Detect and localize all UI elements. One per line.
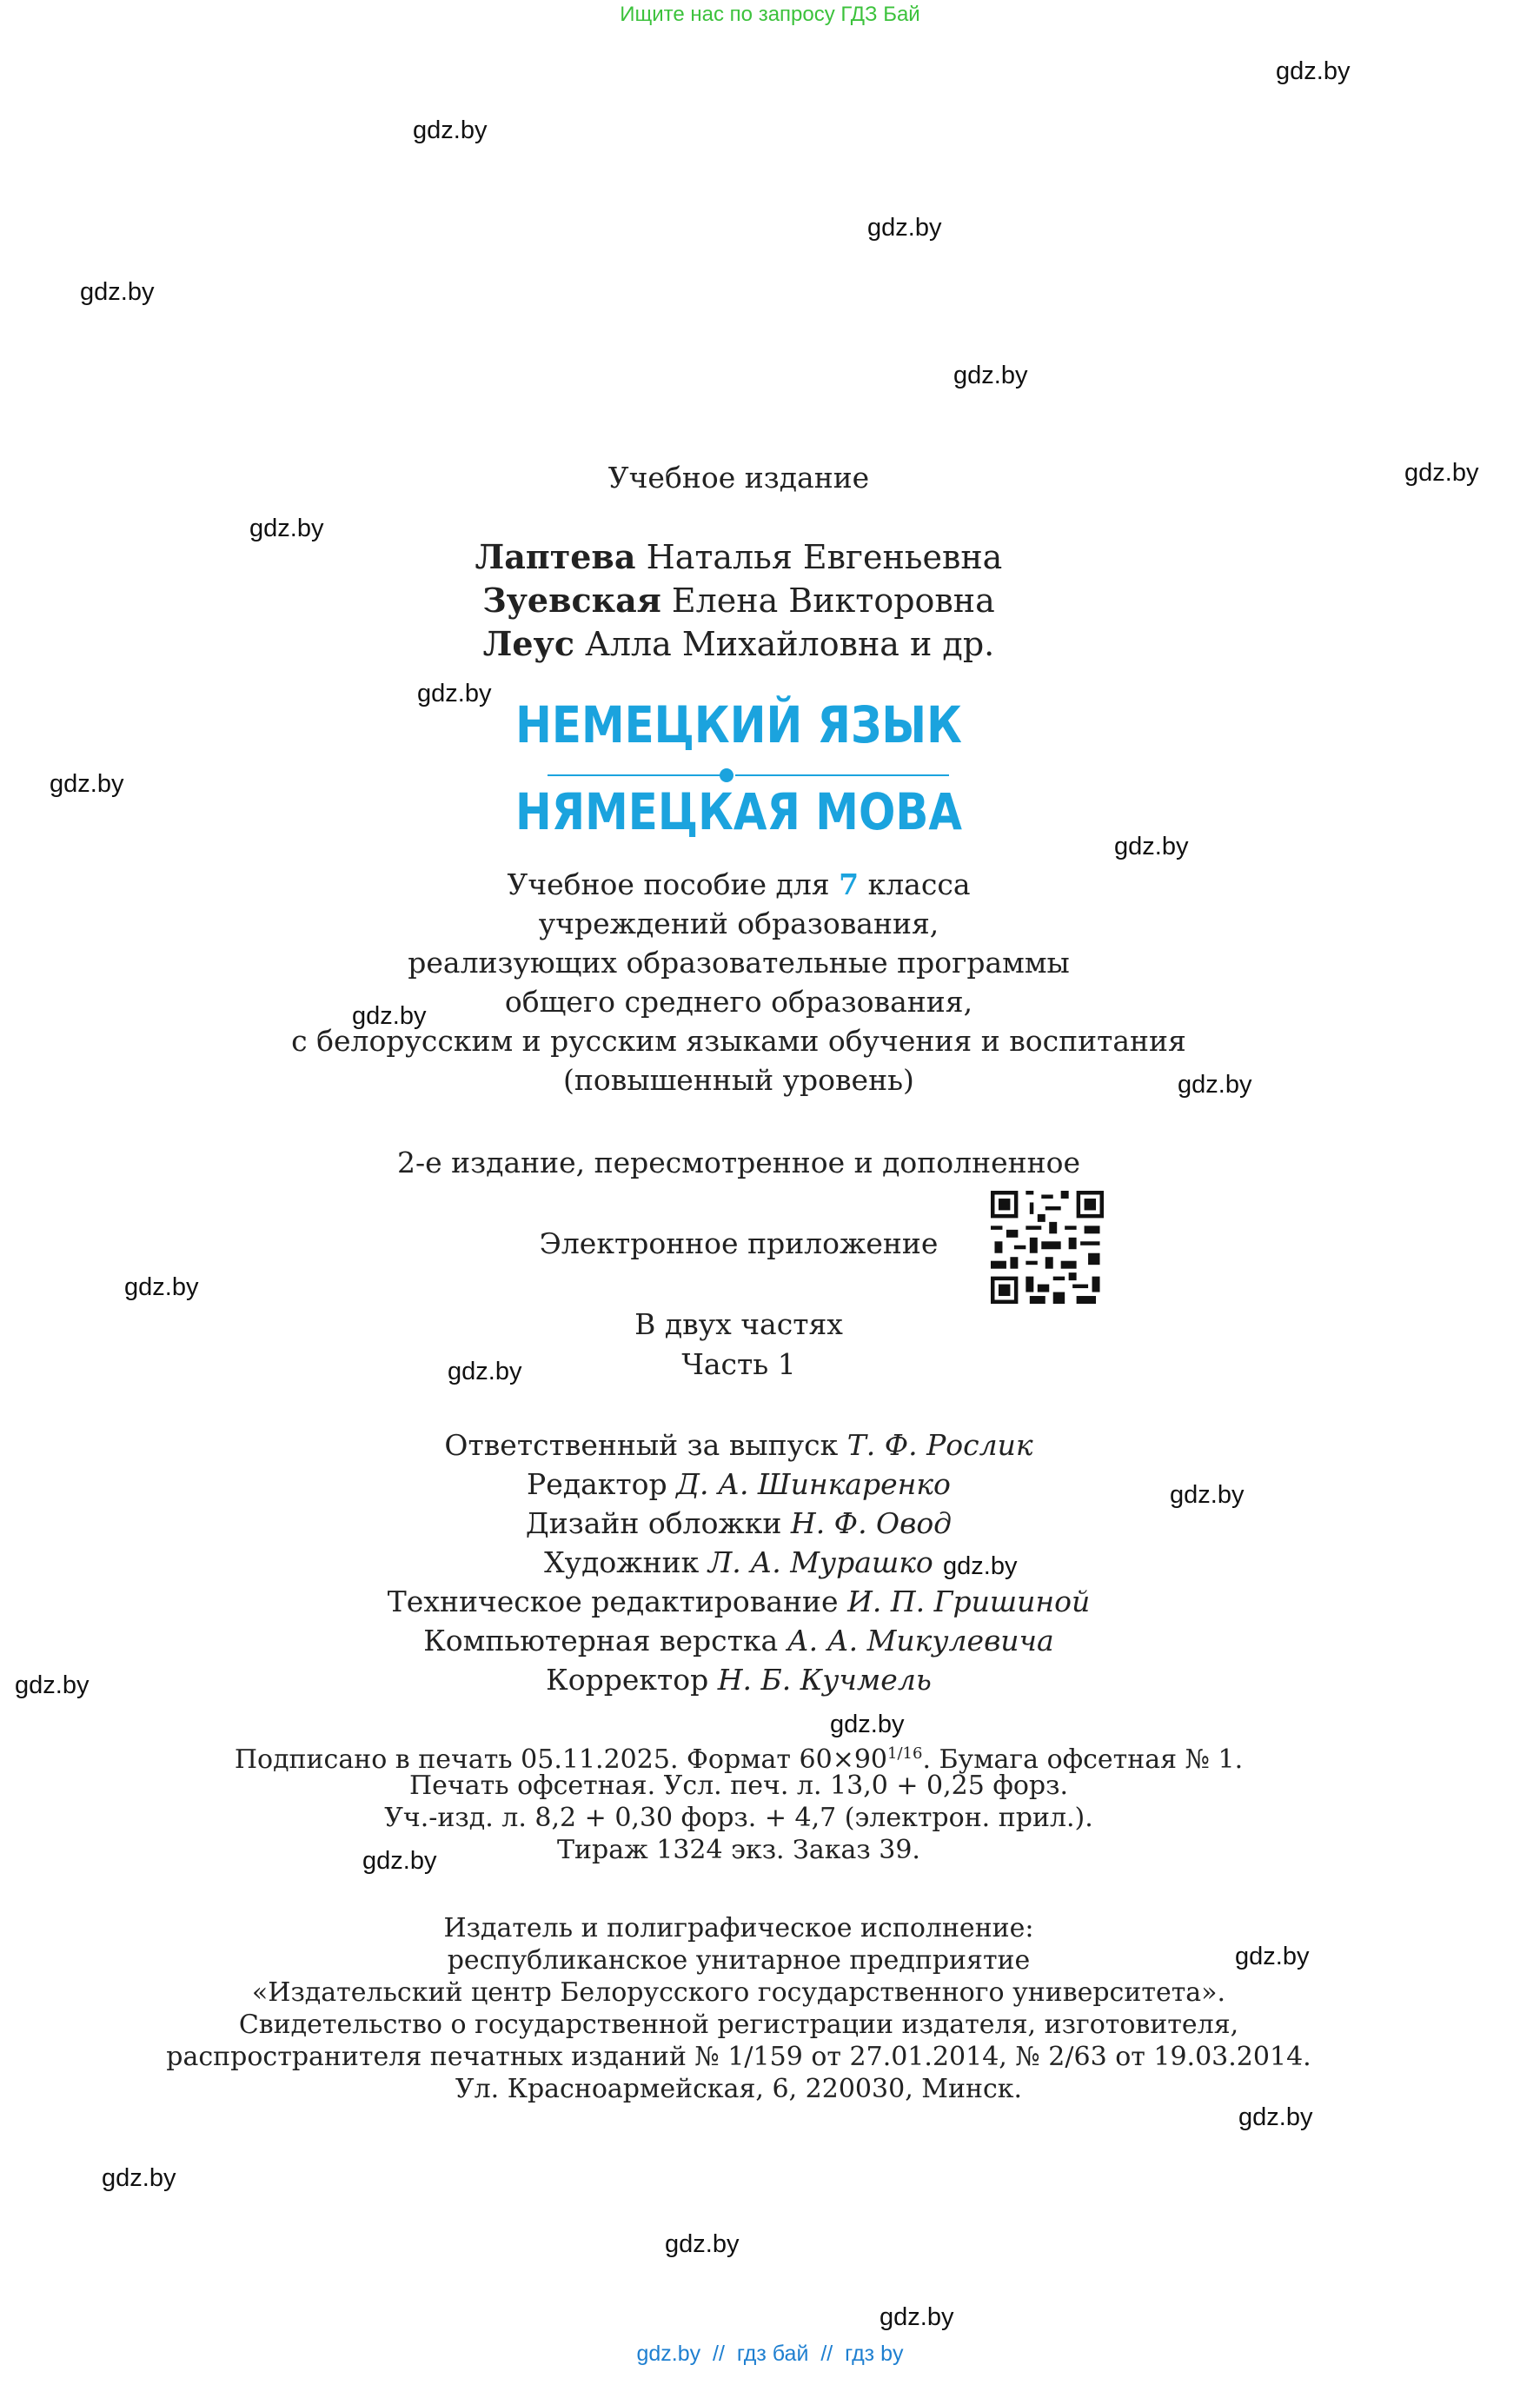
watermark: gdz.by <box>830 1711 905 1738</box>
watermark: gdz.by <box>943 1552 1018 1580</box>
author-line <box>0 581 1477 620</box>
author-name: Алла Михайловна и др. <box>585 625 995 663</box>
description-line: Учебное пособие для 7 класса <box>507 867 971 901</box>
publisher-info <box>0 1912 1477 2105</box>
electronic-appendix-label: Электронное приложение <box>539 1226 939 1260</box>
print-info-line: Тираж 1324 экз. Заказ 39. <box>557 1835 920 1865</box>
grade-number: 7 <box>839 867 860 901</box>
watermark: gdz.by <box>1170 1481 1245 1509</box>
description-line: учреждений образования, <box>538 907 939 940</box>
publisher-line: распространителя печатных изданий № 1/159 от 27.01.2014, № 2/63 от 19.03.2014. <box>166 2042 1311 2072</box>
watermark: gdz.by <box>15 1671 90 1699</box>
watermark: gdz.by <box>880 2303 954 2331</box>
publisher-line: Свидетельство о государственной регистрации издателя, изготовителя, <box>238 2010 1239 2040</box>
author-surname: Зуевская <box>482 581 661 620</box>
title-separator <box>548 774 721 776</box>
credit-line: Корректор Н. Б. Кучмель <box>546 1663 932 1697</box>
footer-links[interactable]: gdz.by // гдз бай // гдз by <box>636 2342 904 2366</box>
watermark: gdz.by <box>953 362 1028 389</box>
author-name: Наталья Евгеньевна <box>646 538 1003 576</box>
author-surname: Леус <box>482 624 575 663</box>
publisher-line: «Издательский центр Белорусского государственного университета». <box>251 1977 1226 2008</box>
author-line <box>0 624 1477 663</box>
watermark: gdz.by <box>1238 2103 1313 2131</box>
format-fraction: 1/16 <box>887 1744 923 1763</box>
publisher-line: республиканское унитарное предприятие <box>447 1945 1031 1976</box>
watermark: gdz.by <box>417 680 492 708</box>
part-number: Часть 1 <box>681 1347 796 1381</box>
title-separator-dot <box>720 768 733 782</box>
credit-line: Редактор Д. А. Шинкаренко <box>527 1467 951 1501</box>
watermark: gdz.by <box>413 116 488 144</box>
author-surname: Лаптева <box>475 537 636 576</box>
publisher-line: Ул. Красноармейская, 6, 220030, Минск. <box>455 2074 1023 2104</box>
book-title-line2: НЯМЕЦКАЯ МОВА <box>515 782 962 841</box>
author-line <box>0 537 1477 576</box>
credit-line: Дизайн обложки Н. Ф. Овод <box>525 1506 953 1540</box>
edition-type: Учебное издание <box>607 461 870 495</box>
watermark: gdz.by <box>352 1002 427 1030</box>
description-line: общего среднего образования, <box>504 985 973 1019</box>
watermark: gdz.by <box>102 2164 176 2192</box>
description-line: с белорусским и русским языками обучения и воспитания <box>291 1024 1186 1058</box>
author-name: Елена Викторовна <box>671 581 995 620</box>
print-info <box>0 1737 1477 1866</box>
description <box>0 865 1477 1099</box>
credit-line: Художник Л. А. Мурашко <box>544 1545 933 1579</box>
qr-code-icon[interactable] <box>991 1191 1104 1304</box>
title-separator <box>735 774 949 776</box>
watermark: gdz.by <box>1276 57 1351 85</box>
watermark: gdz.by <box>665 2230 740 2258</box>
description-line: реализующих образовательные программы <box>408 946 1070 980</box>
credit-line: Техническое редактирование И. П. Гришиной <box>387 1584 1091 1618</box>
watermark: gdz.by <box>867 214 942 242</box>
watermark: gdz.by <box>124 1273 199 1301</box>
watermark: gdz.by <box>1178 1071 1252 1099</box>
print-info-line: Печать офсетная. Усл. печ. л. 13,0 + 0,25 форз. <box>408 1770 1069 1801</box>
top-banner[interactable]: Ищите нас по запросу ГДЗ Бай <box>620 3 920 26</box>
credit-line: Ответственный за выпуск Т. Ф. Рослик <box>444 1428 1033 1462</box>
watermark: gdz.by <box>1114 833 1189 860</box>
watermark: gdz.by <box>1404 459 1479 487</box>
publisher-line: Издатель и полиграфическое исполнение: <box>443 1913 1034 1943</box>
description-line: (повышенный уровень) <box>563 1063 914 1097</box>
book-title-line1: НЕМЕЦКИЙ ЯЗЫК <box>515 695 962 754</box>
print-info-line: Уч.-изд. л. 8,2 + 0,30 форз. + 4,7 (электрон. прил.). <box>384 1803 1093 1833</box>
watermark: gdz.by <box>249 515 324 542</box>
print-info-line: Подписано в печать 05.11.2025. Формат $60\times 90^{1/16}$. Бумага офсетная № 1. <box>234 1744 1244 1775</box>
credit-line: Компьютерная верстка А. А. Микулевича <box>423 1624 1054 1658</box>
watermark: gdz.by <box>80 278 155 306</box>
edition-info: 2-е издание, пересмотренное и дополненное <box>396 1146 1081 1179</box>
watermark: gdz.by <box>362 1847 437 1875</box>
watermark: gdz.by <box>50 770 124 798</box>
watermark: gdz.by <box>1235 1943 1310 1970</box>
watermark: gdz.by <box>448 1358 522 1385</box>
credits <box>0 1425 1477 1699</box>
parts-info: В двух частях <box>634 1307 843 1341</box>
